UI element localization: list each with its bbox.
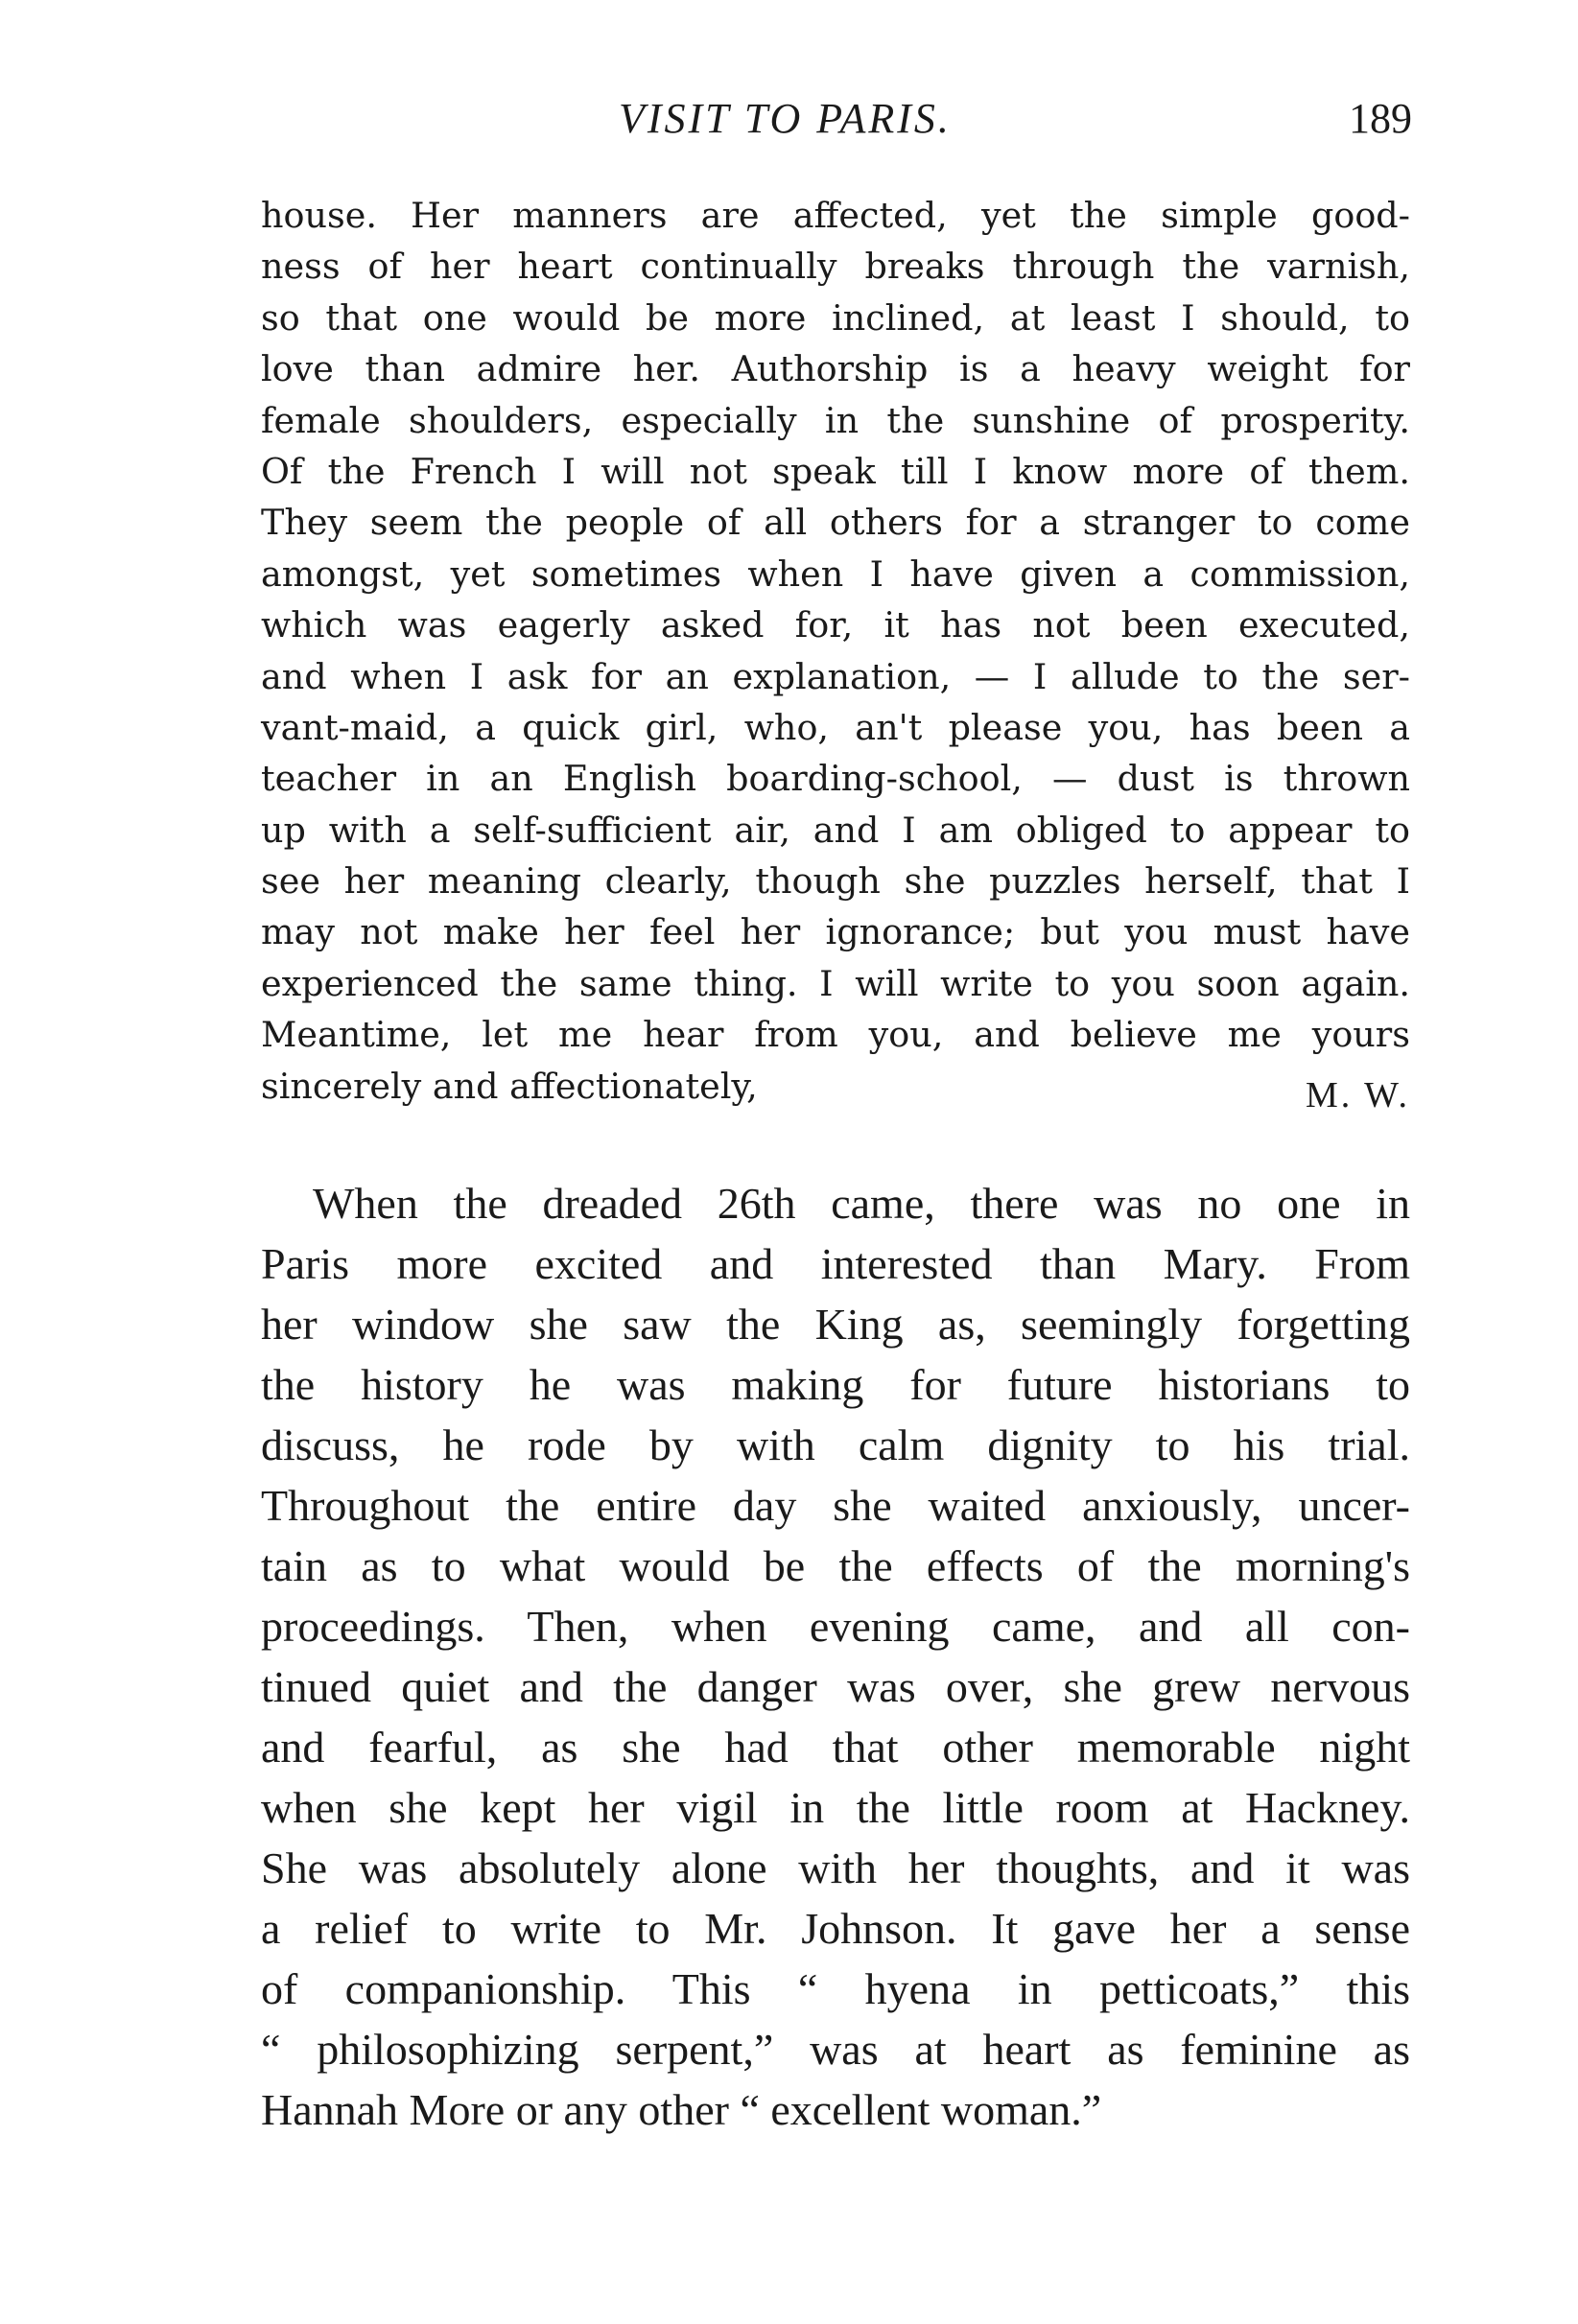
letter-line: teacher in an English boarding-school, — dust is thrown [261, 758, 1410, 800]
running-head [261, 94, 1412, 161]
letter-line: vant-maid, a quick girl, who, an't please you, has been a [261, 706, 1410, 748]
letter-line: see her meaning clearly, though she puzzles herself, that I [261, 860, 1410, 903]
narrative-line: a relief to write to Mr. Johnson. It gave her a sense [261, 1904, 1410, 1953]
narrative-line: She was absolutely alone with her thoughts, and it was [261, 1843, 1410, 1892]
narrative-line: discuss, he rode by with calm dignity to his trial. [261, 1420, 1410, 1469]
letter-line: sincerely and affectionately, [261, 1065, 758, 1107]
letter-line: may not make her feel her ignorance; but you must have [261, 911, 1410, 953]
letter-line: Of the French I will not speak till I know more of them. [261, 450, 1410, 492]
narrative-line: Paris more excited and interested than Mary. From [261, 1239, 1410, 1288]
page-number: 189 [1349, 95, 1412, 142]
narrative-line: When the dreaded 26th came, there was no one in [313, 1179, 1410, 1228]
letter-line: They seem the people of all others for a stranger to come [261, 502, 1410, 544]
letter-line: up with a self-sufficient air, and I am obliged to appear to [261, 809, 1410, 851]
narrative-line: Throughout the entire day she waited anxiously, uncer- [261, 1481, 1410, 1530]
letter-line: which was eagerly asked for, it has not been executed, [261, 604, 1410, 646]
letter-line: amongst, yet sometimes when I have given a commission, [261, 552, 1410, 595]
running-title: VISIT TO PARIS. [619, 95, 952, 142]
letter-line: Meantime, let me hear from you, and believe me yours [261, 1014, 1410, 1056]
narrative-line: tain as to what would be the effects of the morning's [261, 1541, 1410, 1590]
narrative-line: her window she saw the King as, seemingly forgetting [261, 1300, 1410, 1349]
narrative-line: of companionship. This “ hyena in petticoats,” this [261, 1964, 1410, 2013]
narrative-line: when she kept her vigil in the little room at Hackney. [261, 1783, 1410, 1832]
letter-signature: M. W. [1306, 1075, 1410, 1115]
narrative-line: Hannah More or any other “ excellent woman.” [261, 2085, 1102, 2134]
narrative-line: proceedings. Then, when evening came, and all con- [261, 1602, 1410, 1651]
letter-line: house. Her manners are affected, yet the simple good- [261, 195, 1410, 236]
narrative-line: “ philosophizing serpent,” was at heart as feminine as [261, 2025, 1410, 2074]
narrative-line: the history he was making for future historians to [261, 1360, 1410, 1409]
letter-line: so that one would be more inclined, at least I should, to [261, 296, 1410, 339]
letter-line: ness of her heart continually breaks through the varnish, [261, 246, 1410, 288]
letter-line: love than admire her. Authorship is a heavy weight for [261, 348, 1410, 390]
narrative-line: tinued quiet and the danger was over, she grew nervous [261, 1662, 1410, 1711]
letter-line: experienced the same thing. I will write to you soon again. [261, 962, 1410, 1004]
narrative-line: and fearful, as she had that other memorable night [261, 1723, 1410, 1772]
letter-paragraph [261, 190, 1410, 1112]
letter-line: female shoulders, especially in the sunshine of prosperity. [261, 399, 1410, 441]
narrative-paragraph [261, 1173, 1410, 2140]
letter-line: and when I ask for an explanation, — I allude to the ser- [261, 655, 1410, 697]
